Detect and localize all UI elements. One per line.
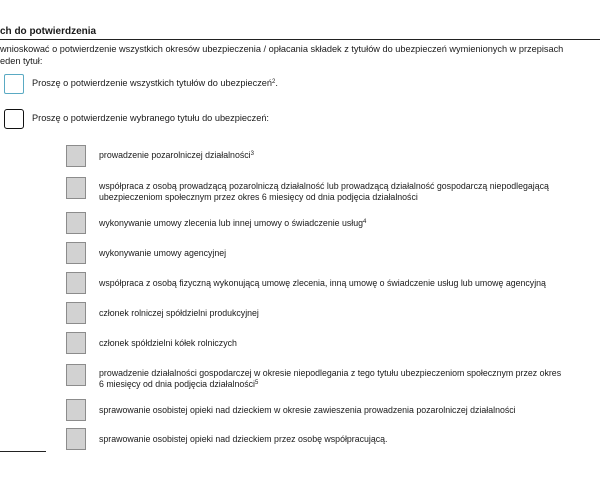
sub-option-checkbox[interactable] xyxy=(66,399,86,421)
sub-option-checkbox[interactable] xyxy=(66,364,86,386)
sub-option-label: współpraca z osobą prowadzącą pozarolniczą działalność lub prowadzącą działalność gospodarczą niepodlegającą ubezpieczeniom społecznym przez okres 6 miesięcy od dnia podjęcia działalności xyxy=(99,181,549,202)
sub-option-label: członek rolniczej spółdzielni produkcyjnej xyxy=(99,308,259,318)
option-all-titles[interactable] xyxy=(4,74,278,94)
sub-option-checkbox[interactable] xyxy=(66,332,86,354)
sub-option-label: sprawowanie osobistej opieki nad dzieckiem w okresie zawieszenia prowadzenia pozarolniczej działalności xyxy=(99,405,516,415)
all-titles-label: Proszę o potwierdzenie wszystkich tytułów do ubezpieczeń$^2$. xyxy=(32,78,278,88)
sub-option-checkbox[interactable] xyxy=(66,145,86,167)
sub-option[interactable] xyxy=(66,399,516,421)
sub-option[interactable] xyxy=(66,212,366,234)
sub-option[interactable] xyxy=(66,302,259,324)
sub-option[interactable] xyxy=(66,145,254,167)
sub-option-label: prowadzenie pozarolniczej działalności$^3$ xyxy=(99,150,254,160)
sub-option-label: współpraca z osobą fizyczną wykonującą umowę zlecenia, inną umowę o świadczenie usług lub umowę agencyjną xyxy=(99,278,546,288)
intro-line-2: eden tytuł: xyxy=(0,55,43,66)
sub-option-checkbox[interactable] xyxy=(66,302,86,324)
sub-option[interactable] xyxy=(66,177,549,203)
selected-title-label: Proszę o potwierdzenie wybranego tytułu do ubezpieczeń: xyxy=(32,113,269,123)
sub-option[interactable] xyxy=(66,242,226,264)
sub-option[interactable] xyxy=(66,364,561,390)
selected-title-checkbox[interactable] xyxy=(4,109,24,129)
sub-option[interactable] xyxy=(66,272,546,294)
sub-option-checkbox[interactable] xyxy=(66,177,86,199)
sub-option-checkbox[interactable] xyxy=(66,242,86,264)
intro-line-1: wnioskować o potwierdzenie wszystkich okresów ubezpieczenia / opłacania składek z tytułów do ubezpieczeń wymienionych w przepisach xyxy=(0,44,564,54)
sub-option-label: wykonywanie umowy agencyjnej xyxy=(99,248,227,258)
option-selected-title[interactable] xyxy=(4,109,269,129)
sub-option[interactable] xyxy=(66,428,388,450)
section-title: ch do potwierdzenia xyxy=(0,26,97,37)
sub-option-label: wykonywanie umowy zlecenia lub innej umowy o świadczenie usług$^4$ xyxy=(99,218,367,228)
intro-text xyxy=(0,44,563,67)
sub-option-label: członek spółdzielni kółek rolniczych xyxy=(99,338,237,348)
sub-option-checkbox[interactable] xyxy=(66,428,86,450)
section-divider xyxy=(0,39,600,40)
sub-option-checkbox[interactable] xyxy=(66,272,86,294)
footnote-divider xyxy=(0,451,46,452)
sub-option[interactable] xyxy=(66,332,237,354)
sub-option-label: prowadzenie działalności gospodarczej w okresie niepodlegania z tego tytułu ubezpieczeniom społecznym przez okres 6 miesięcy od dnia podjęcia działalności$^5$ xyxy=(99,368,562,389)
sub-option-checkbox[interactable] xyxy=(66,212,86,234)
all-titles-checkbox[interactable] xyxy=(4,74,24,94)
sub-option-label: sprawowanie osobistej opieki nad dzieckiem przez osobę współpracującą. xyxy=(99,434,388,444)
